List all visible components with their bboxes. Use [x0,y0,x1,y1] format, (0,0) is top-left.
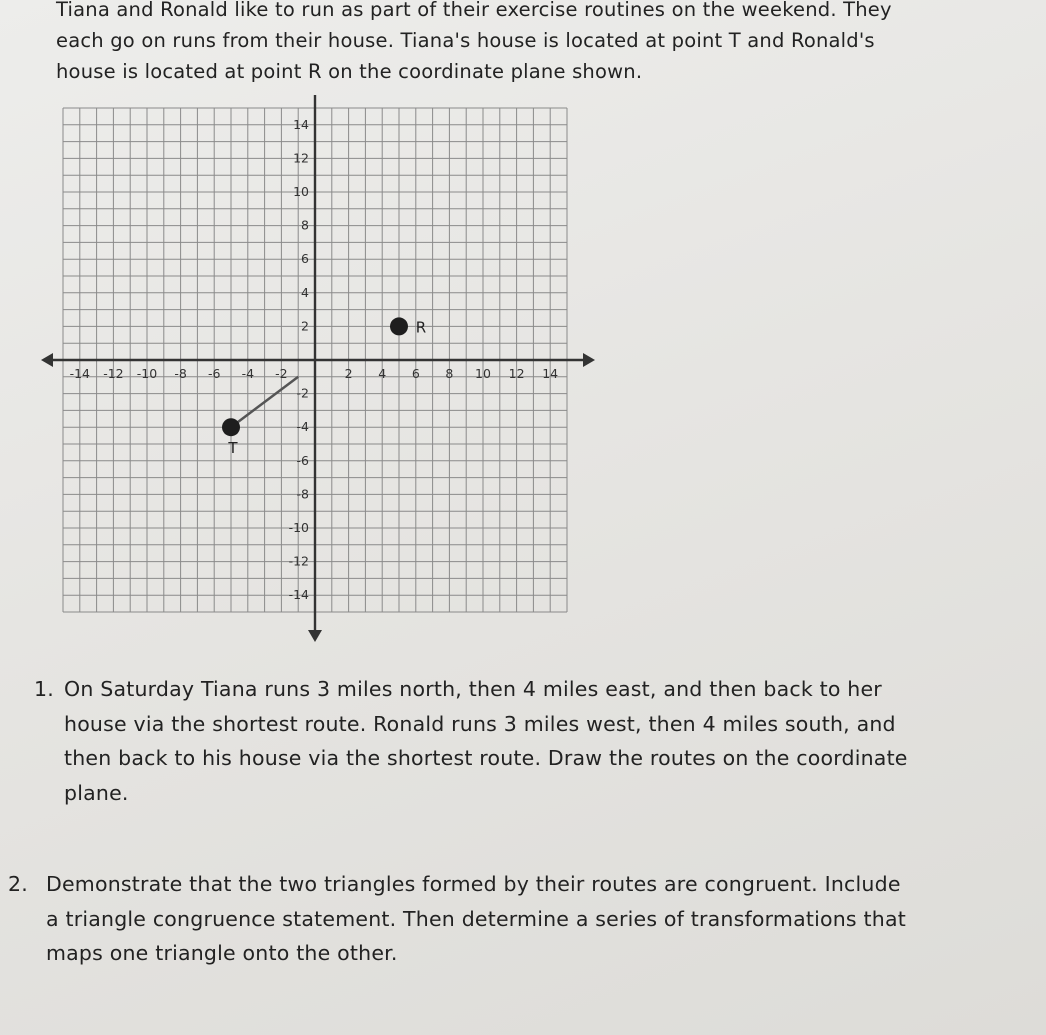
question-line: On Saturday Tiana runs 3 miles north, then 4 miles east, and then back to her [64,677,882,701]
y-tick-label: -4 [296,419,309,435]
question-2 [8,867,1028,971]
y-axis-down-arrow [308,630,322,642]
point-r-label: R [415,318,427,337]
x-axis-left-arrow [41,353,53,367]
intro-line: each go on runs from their house. Tiana's house is located at point T and Ronald's [56,29,875,52]
intro-paragraph [56,0,956,87]
intro-line: Tiana and Ronald like to run as part of their exercise routines on the weekend. They [56,0,892,21]
y-tick-label: 14 [293,116,309,132]
y-tick-label: 10 [293,184,309,199]
y-tick-label: -2 [296,385,309,401]
question-1 [34,672,994,810]
y-tick-label: -8 [296,486,309,502]
question-number: 1. [34,677,54,701]
y-tick-label: -10 [288,520,309,535]
x-axis-right-arrow [583,353,595,367]
intro-line: house is located at point R on the coordinate plane shown. [56,60,643,83]
y-tick-label: -12 [288,553,309,569]
x-tick-label: 2 [344,366,353,381]
coordinate-plane[interactable] [0,95,620,655]
question-line: Demonstrate that the two triangles formed by their routes are congruent. Include [46,872,901,896]
x-tick-label: 12 [508,366,525,381]
x-tick-label: -6 [207,366,221,381]
question-text [64,672,994,810]
question-line: maps one triangle onto the other. [46,941,398,965]
x-tick-label: -12 [103,366,124,381]
plotted-marks [222,317,426,457]
y-tick-label: 4 [301,284,309,300]
y-tick-label: 2 [301,318,309,334]
x-tick-label: -2 [275,366,288,381]
y-tick-label: 8 [301,217,309,233]
y-tick-label: 12 [293,150,309,166]
point-r-dot [390,317,408,335]
x-tick-label: -14 [69,366,91,381]
point-t-label: T [228,439,238,458]
point-t-dot [222,418,240,436]
question-line: then back to his house via the shortest route. Draw the routes on the coordinate [64,746,908,770]
question-number: 2. [8,872,28,896]
x-tick-label: 6 [411,366,420,381]
x-tick-label: 14 [542,366,559,381]
x-tick-label: 8 [445,366,454,381]
y-tick-label: -6 [296,452,309,468]
x-tick-label: 10 [475,366,491,381]
question-line: a triangle congruence statement. Then determine a series of transformations that [46,906,906,931]
x-tick-label: -10 [136,366,158,381]
x-tick-label: -4 [241,366,255,381]
question-line: house via the shortest route. Ronald runs 3 miles west, then 4 miles south, and [64,711,896,736]
y-tick-label: 6 [301,251,309,267]
x-tick-label: 4 [378,366,387,381]
x-tick-label: -8 [174,366,187,381]
question-text [46,867,1028,971]
y-tick-label: -14 [288,587,309,603]
question-line: plane. [64,780,129,805]
